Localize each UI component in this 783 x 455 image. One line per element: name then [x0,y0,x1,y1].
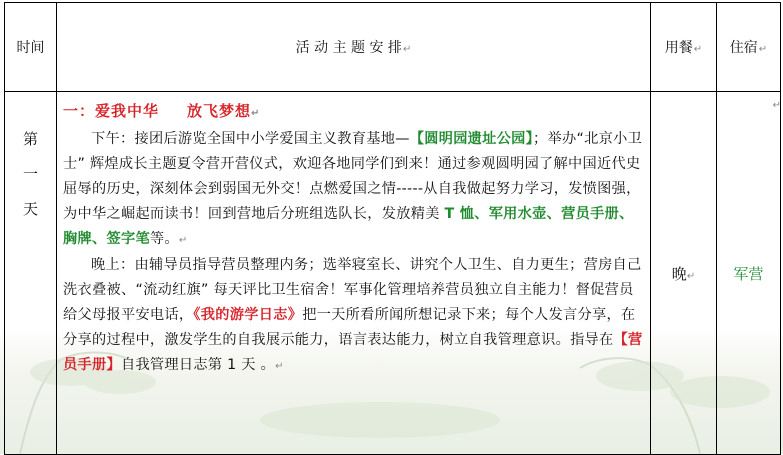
header-time-label: 时间 [16,40,45,56]
header-meal [651,3,717,92]
lodging-value: 军营 [733,264,764,283]
paragraph-mark-icon: ↵ [693,44,703,55]
header-activity [57,3,651,92]
meal-cell [651,92,717,455]
evening-text-1: 晚上：由辅导员指导营员整理内务；选举寝室长、讲究个人卫生、自力更生；营房自己洗衣叠被、“流动红旗” 每天评比卫生宿舍！军事化管理培养营员独立自主能力！督促营员给父母报平安电话， [63,257,642,323]
day-cell [5,92,57,455]
header-row [5,3,781,92]
activity-content [57,92,651,455]
evening-paragraph [63,253,646,379]
header-activity-label: 活 动 主 题 安 排 [295,40,402,56]
afternoon-highlight-venue: 【圆明园遗址公园】 [409,131,534,147]
day-char-3: 天 [22,200,38,218]
lodging-cell [717,92,781,455]
evening-text-2: 把一天所看所闻所想记录下来；每个人发言分享，在分享的过程中，激发学生的自我展示能力，语言表达能力，树立自我管理意识。指导在 [63,307,636,348]
evening-text-3: 自我管理日志第 1 天 。 [120,357,276,373]
day-row [5,92,781,455]
header-lodging-label: 住宿 [729,40,758,56]
afternoon-text-3: 等。 [149,231,179,247]
evening-highlight-handbook: 【营员手册】 [63,332,643,373]
section-title-part1: 一：爱我中华 [63,102,160,120]
section-title-part2: 放飞梦想 [187,102,252,120]
section-title [63,100,646,121]
meal-value: 晚 [671,264,687,283]
paragraph-mark-icon: ↵ [758,44,768,55]
paragraph-mark-icon: ↵ [402,44,412,55]
paragraph-mark-icon: ↵ [772,100,781,111]
afternoon-paragraph [63,127,646,253]
afternoon-highlight-items: T 恤、军用水壶、营员手册、胸牌、签字笔 [63,206,634,247]
paragraph-mark-icon: ↵ [686,270,696,282]
header-time [5,3,57,92]
header-meal-label: 用餐 [664,40,693,56]
afternoon-text-2: ；举办“北京小卫士” 辉煌成长主题夏令营开营仪式，欢迎各地同学们到来！通过参观圆明园了解中国近代史屈辱的历史，深刻体会到弱国无外交！点燃爱国之情-----从自我做起努力学习，发愤图强，为中华之崛起而读书！回到营地后分班组选队长，发放精美 [63,131,643,222]
day-char-1: 第 [22,130,38,148]
evening-highlight-journal: 《我的游学日志》 [193,307,303,323]
header-lodging [717,3,781,92]
paragraph-mark-icon: ↵ [178,235,188,246]
afternoon-text-1: 下午：接团后游览全国中小学爱国主义教育基地— [91,131,410,147]
paragraph-mark-icon: ↵ [275,361,284,372]
day-char-2: 一 [22,165,38,183]
paragraph-mark-icon: ↵ [251,108,261,119]
